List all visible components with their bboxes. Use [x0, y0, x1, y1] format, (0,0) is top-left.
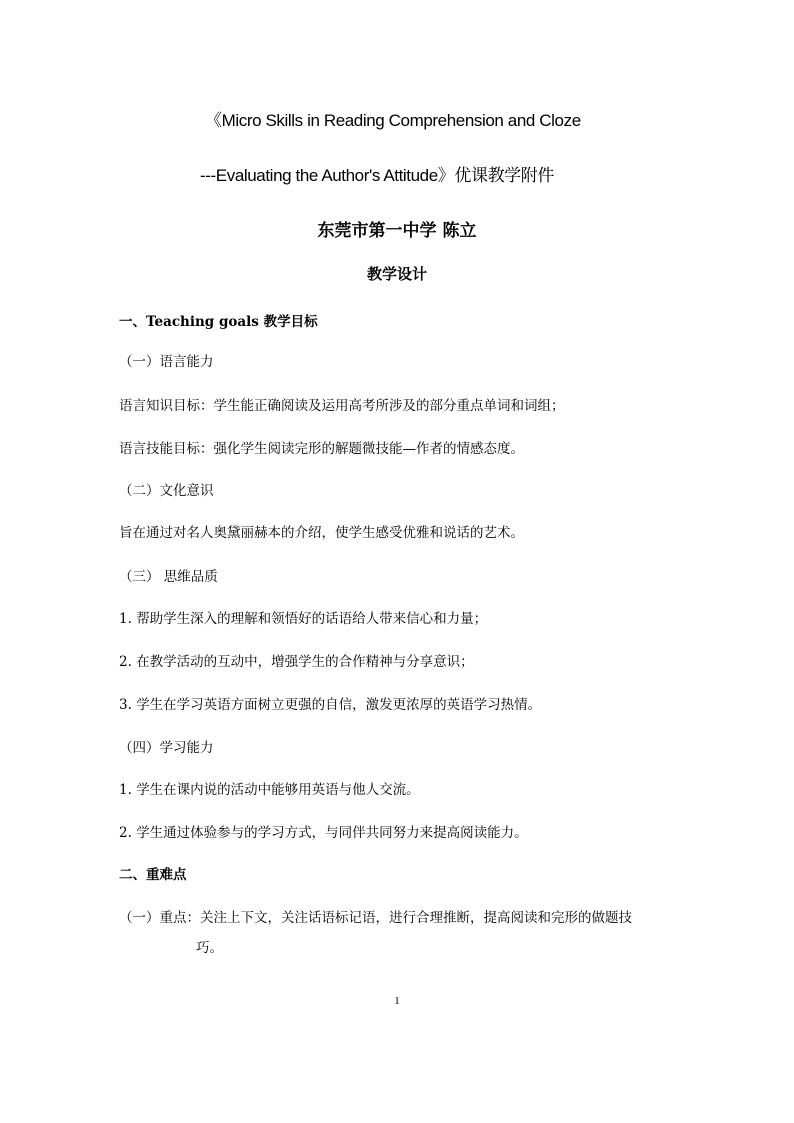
list-item	[119, 778, 420, 798]
list-item	[119, 650, 474, 670]
key-point-line-1: （一）重点：关注上下文，关注话语标记语，进行合理推断，提高阅读和完形的做题技	[119, 910, 632, 926]
list-item-text: 学生在学习英语方面树立更强的自信，激发更浓厚的英语学习热情。	[136, 697, 542, 713]
list-item-number: 2.	[119, 654, 132, 670]
subsection-learning-ability: （四）学习能力	[119, 740, 214, 756]
page-number: 1	[394, 995, 400, 1007]
section-1-prefix: 一、	[119, 314, 146, 330]
document-title-line-2: ---Evaluating the Author's Attitude》优课教学附件	[200, 166, 554, 185]
list-item	[119, 821, 528, 841]
list-item	[119, 693, 541, 713]
list-item-text: 在教学活动的互动中，增强学生的合作精神与分享意识；	[136, 654, 474, 670]
author-line: 东莞市第一中学 陈立	[317, 221, 477, 241]
section-1-heading-en: Teaching goals	[146, 314, 264, 330]
section-1-heading-zh: 教学目标	[263, 314, 318, 330]
document-title-line-1: 《Micro Skills in Reading Comprehension and Cloze	[205, 111, 581, 130]
language-skill-goal: 语言技能目标：强化学生阅读完形的解题微技能—作者的情感态度。	[119, 441, 524, 457]
section-1-heading	[119, 310, 318, 330]
list-item-text: 学生在课内说的活动中能够用英语与他人交流。	[136, 782, 420, 798]
list-item-text: 学生通过体验参与的学习方式，与同伴共同努力来提高阅读能力。	[136, 825, 528, 841]
list-item-number: 1.	[119, 782, 132, 798]
teaching-design-heading: 教学设计	[366, 265, 427, 283]
section-2-heading: 二、重难点	[119, 867, 187, 883]
list-item-number: 3.	[119, 697, 132, 713]
list-item-number: 2.	[119, 825, 132, 841]
list-item-text: 帮助学生深入的理解和领悟好的话语给人带来信心和力量；	[136, 611, 488, 627]
language-knowledge-goal: 语言知识目标：学生能正确阅读及运用高考所涉及的部分重点单词和词组；	[119, 398, 565, 414]
subsection-thinking-quality: （三） 思维品质	[119, 569, 218, 585]
subsection-cultural-awareness: （二）文化意识	[119, 483, 214, 499]
key-point-line-2: 巧。	[196, 940, 223, 956]
list-item	[119, 607, 487, 627]
subsection-language-ability: （一）语言能力	[119, 354, 214, 370]
list-item-number: 1.	[119, 611, 132, 627]
cultural-awareness-goal: 旨在通过对名人奥黛丽赫本的介绍，使学生感受优雅和说话的艺术。	[119, 525, 524, 541]
